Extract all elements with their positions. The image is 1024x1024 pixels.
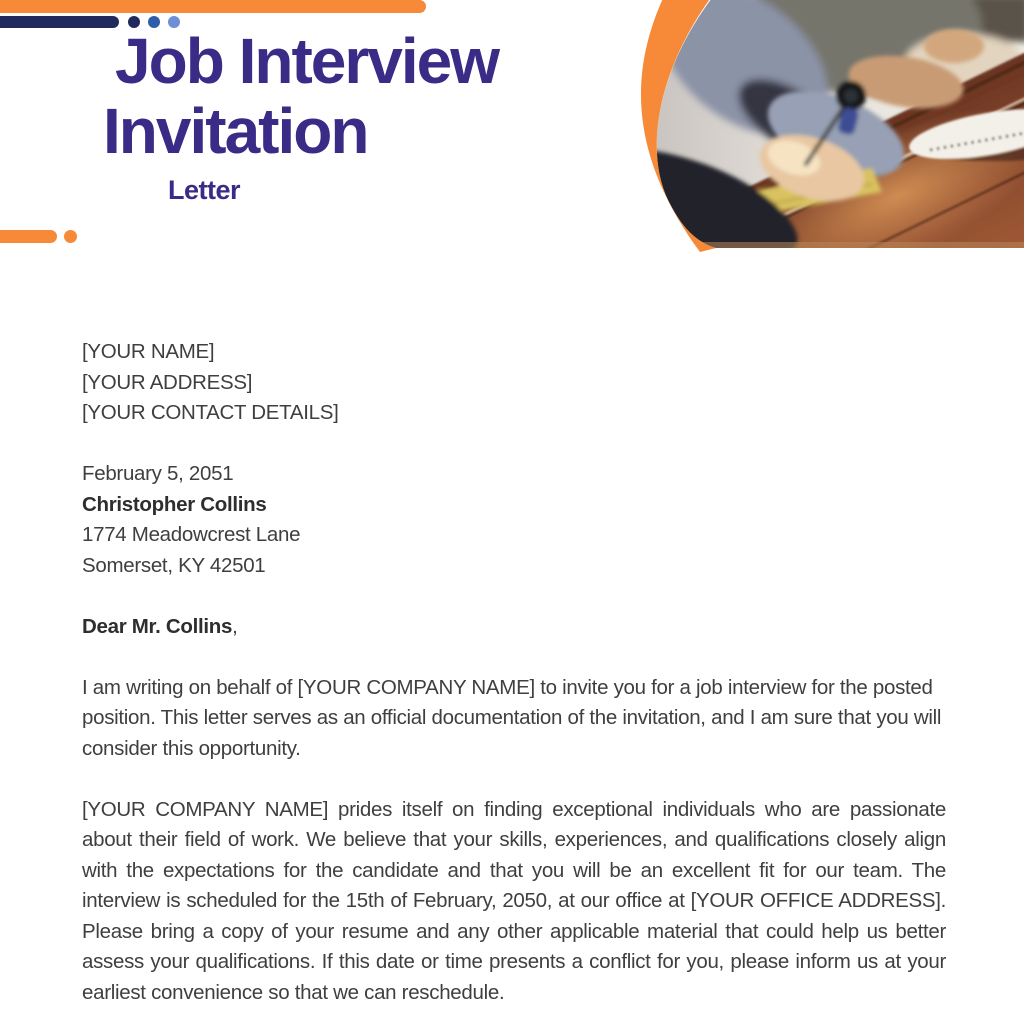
meeting-photo <box>600 0 1024 260</box>
salutation <box>82 612 946 643</box>
sender-contact-line: [YOUR CONTACT DETAILS] <box>82 401 339 424</box>
title-subtitle: Letter <box>168 175 241 205</box>
recipient-address-line-1: 1774 Meadowcrest Lane <box>82 523 301 546</box>
letter-body <box>82 337 946 1008</box>
title-line-1: Job Interview <box>115 25 498 97</box>
orange-dot-icon <box>64 230 77 243</box>
bottom-left-orange-bar <box>0 230 57 243</box>
sender-address-line: [YOUR ADDRESS] <box>82 370 253 394</box>
page-title <box>103 26 663 166</box>
salutation-comma: , <box>232 614 238 638</box>
paragraph-2: [YOUR COMPANY NAME] prides itself on finding exceptional individuals who are passionate about their field of work. We believe that your skills, experiences, and qualifications closely align with the expectations for the candidate and that you will be an excellent fit for our team. The interview is scheduled for the 15th of February, 2050, at our office at [YOUR OFFICE ADDRESS]. Please bring a copy of your resume and any other applicable material that could help us better assess your qualifications. If this date or time presents a conflict for you, please inform us at your earliest convenience so that we can reschedule. <box>82 797 946 1004</box>
paragraph-1: I am writing on behalf of [YOUR COMPANY NAME] to invite you for a job interview for the posted position. This letter serves as an official documentation of the invitation, and I am sure that you will consider this opportunity. <box>82 675 942 760</box>
salutation-name: Dear Mr. Collins <box>82 614 233 638</box>
navy-bar <box>0 16 119 28</box>
recipient-name: Christopher Collins <box>82 492 267 516</box>
letter-date: February 5, 2051 <box>82 462 234 485</box>
sender-name-line: [YOUR NAME] <box>82 340 215 363</box>
title-line-2: Invitation <box>103 95 368 167</box>
top-orange-bar <box>0 0 426 13</box>
recipient-address-line-2: Somerset, KY 42501 <box>82 553 266 577</box>
